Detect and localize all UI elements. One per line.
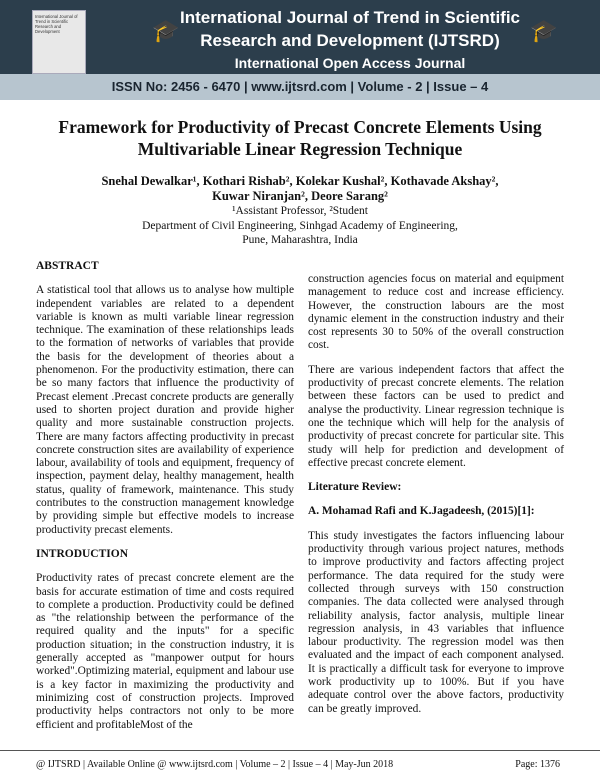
logo-text: International Journal of Trend in Scientific Research and Development	[35, 14, 78, 34]
reference-heading: A. Mohamad Rafi and K.Jagadeesh, (2015)[1]:	[308, 505, 535, 518]
literature-review-heading: Literature Review:	[308, 481, 402, 494]
journal-header	[0, 0, 600, 100]
title-line1: Framework for Productivity of Precast Concrete Elements Using	[58, 117, 542, 137]
paper-title	[0, 116, 600, 160]
author-list	[0, 174, 600, 204]
page-number: Page: 1376	[515, 759, 560, 770]
issn-bar	[0, 74, 600, 100]
literature-review-text: This study investigates the factors influencing labour productivity through various project natures, methods to improve productivity and factors affecting project performance. The data required for the study were collected through surveys with 150 construction companies. The data collected were analysed through reliability analysis, factor analysis, multiple linear regression analysis, in 43 variables that influence labour productivity. The regression model was then evaluated and the impact of each component analysed. It is practically a difficult task for everyone to improve work productivity up to 100%. But if you have adequate control over the above factors, productivity can be greatly improved.	[308, 529, 564, 715]
journal-title-line2: Research and Development (IJTSRD)	[200, 31, 500, 50]
title-line2: Multivariable Linear Regression Technique	[137, 139, 463, 159]
authors-line1: Snehal Dewalkar¹, Kothari Rishab², Kolekar Kushal², Kothavade Akshay²,	[101, 174, 499, 188]
introduction-heading: INTRODUCTION	[36, 547, 129, 560]
authors-line2: Kuwar Niranjan², Deore Sarang²	[212, 189, 388, 203]
page-footer	[0, 750, 600, 777]
footer-citation: @ IJTSRD | Available Online @ www.ijtsrd.com | Volume – 2 | Issue – 4 | May-Jun 2018	[36, 759, 394, 770]
abstract-text: A statistical tool that allows us to analyse how multiple independent variables are related to a dependent variable is known as multi variable linear regression technique. The examination of these relationships leads to the formation of networks of variables that provide the basis for the development of theories about a phenomenon. For the productivity estimation, there can be so many factors that influence the productivity of Precast element .Precast concrete products are generally used to shorten project duration and provide higher quality and more sustainable construction projects. There are many factors affecting productivity in precast concrete construction sites are availability of experience labour, availability of tools and equipment, frequency of inspection, payment delay, healthy management, health status, quality of framework, maintenance. This study contributes to the construction management knowledge by providing simple but effective models to increase productivity precast elements.	[36, 284, 294, 536]
graduation-cap-icon: 🎓	[530, 18, 558, 43]
journal-title-line1: International Journal of Trend in Scientific	[179, 8, 521, 27]
paragraph-factors: There are various independent factors that affect the productivity of precast concrete elements. The relation between these factors can be used to predict and analyse the productivity. Linear regression technique is one the technique which will help for the analysis of productivity of precast concrete for particular site. This study will help for prediction and development of effective precast concrete element.	[308, 363, 564, 469]
paragraph-cost: construction agencies focus on material and equipment management to reduce cost and increase efficiency. However, the construction labours are the most dynamic element in the construction industry and their cost represents 30 to 50% of the overall construction cost.	[308, 273, 564, 352]
issn-text: ISSN No: 2456 - 6470 | www.ijtsrd.com | Volume - 2 | Issue – 4	[111, 79, 489, 94]
left-column	[36, 260, 294, 743]
location: Pune, Maharashtra, India	[242, 234, 358, 246]
graduation-cap-icon: 🎓	[152, 18, 180, 43]
open-access-label: International Open Access Journal	[234, 55, 466, 71]
department: Department of Civil Engineering, Sinhgad Academy of Engineering,	[142, 220, 458, 232]
journal-logo	[32, 10, 86, 74]
abstract-heading: ABSTRACT	[36, 260, 99, 272]
introduction-text: Productivity rates of precast concrete element are the basis for accurate estimation of time and costs required to complete a production. Productivity could be defined as "the relationship between the performance of the required quality and the inputs" for a specific production situation; in the construction industry, it is generally accepted as "manpower output for hours worked".Optimizing material, equipment and labour use is a key factor in maximizing the productivity and minimizing cost of construction projects. Improved productivity helps contractors not only to be more efficient and profitableMost of the	[36, 572, 294, 731]
right-column	[308, 273, 564, 727]
author-roles: ¹Assistant Professor, ²Student	[232, 205, 368, 217]
